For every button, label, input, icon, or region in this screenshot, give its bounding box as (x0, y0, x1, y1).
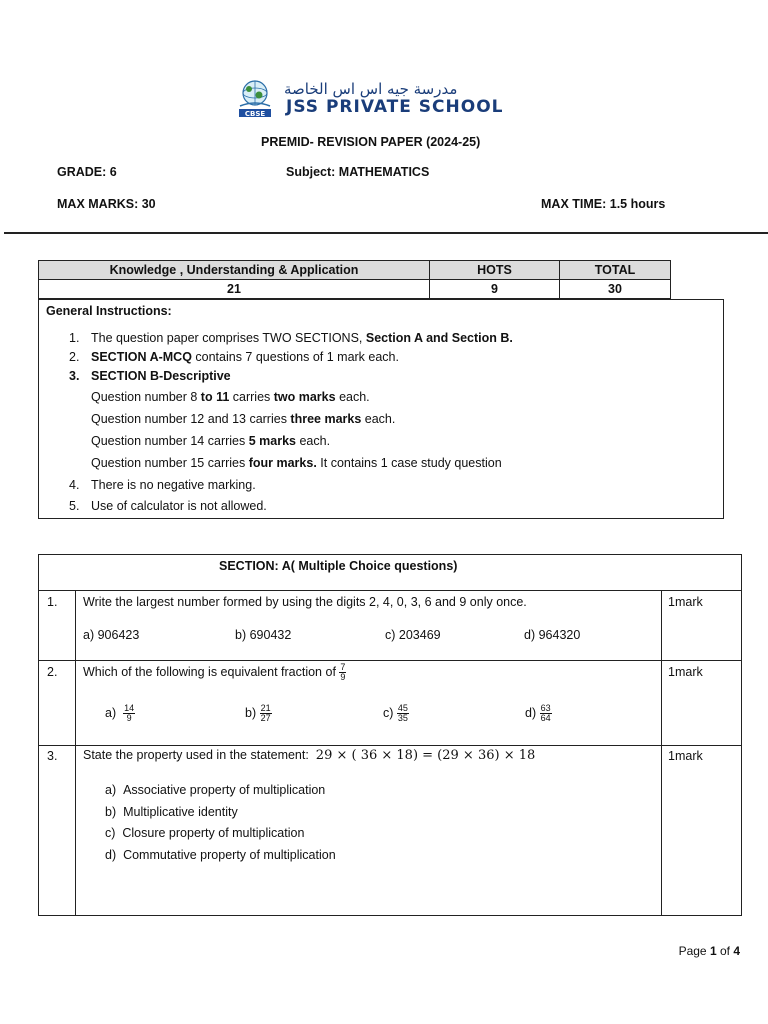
question-text: State the property used in the statement: 29 × ( 36 × 18) = (29 × 36) × 18 (83, 748, 536, 763)
page-number: Page 1 of 4 (678, 944, 740, 958)
section-a-title: SECTION: A( Multiple Choice questions) (219, 559, 458, 573)
row-divider (39, 590, 741, 591)
sub-instruction: Question number 14 carries 5 marks each. (91, 434, 331, 448)
list-item: 3. SECTION B-Descriptive (69, 369, 231, 383)
table-row (39, 280, 671, 299)
header-cell-total: TOTAL (560, 261, 671, 280)
option-d: d) $\frac{63}{64}$ (525, 703, 551, 723)
option-a: a) 906423 (83, 628, 140, 642)
option-c: c) Closure property of multiplication (105, 826, 305, 840)
school-name-arabic: مدرسة جيه اس اس الخاصة (284, 80, 458, 98)
option-c: c) 203469 (385, 628, 441, 642)
header-cell-kua: Knowledge , Understanding & Application (39, 261, 430, 280)
question-marks: 1mark (668, 595, 703, 609)
question-marks: 1mark (668, 665, 703, 679)
fraction: $\frac{7}{9}$ (340, 662, 346, 682)
sub-instruction: Question number 12 and 13 carries three marks each. (91, 412, 396, 426)
list-item: 5. Use of calculator is not allowed. (69, 499, 267, 513)
grade-label: GRADE: 6 (57, 165, 117, 179)
question-number: 2. (47, 665, 58, 679)
option-d: d) 964320 (524, 628, 581, 642)
max-marks-label: MAX MARKS: 30 (57, 197, 156, 211)
option-b: b) Multiplicative identity (105, 805, 238, 819)
subject-label: Subject: MATHEMATICS (286, 165, 430, 179)
row-divider (39, 660, 741, 661)
option-a: a) $\frac{14}{9}$ (105, 703, 135, 723)
question-number: 1. (47, 595, 58, 609)
list-item: 2. SECTION A-MCQ contains 7 questions of 1 mark each. (69, 350, 399, 364)
value-cell-kua: 21 (39, 280, 430, 299)
sub-instruction: Question number 15 carries four marks. It contains 1 case study question (91, 456, 502, 470)
math-expression: 29 × ( 36 × 18) = (29 × 36) × 18 (315, 748, 536, 763)
question-number: 3. (47, 749, 58, 763)
section-a-table (38, 554, 742, 916)
logo-text: CBSE (244, 110, 266, 118)
option-c: c) $\frac{45}{35}$ (383, 703, 408, 723)
instructions-title: General Instructions: (46, 304, 172, 318)
option-b: b) $\frac{21}{27}$ (245, 703, 271, 723)
question-marks: 1mark (668, 749, 703, 763)
option-d: d) Commutative property of multiplication (105, 848, 336, 862)
school-name-english: JSS PRIVATE SCHOOL (286, 97, 504, 117)
column-divider (661, 590, 662, 915)
max-time-label: MAX TIME: 1.5 hours (541, 197, 666, 211)
list-item: 1. The question paper comprises TWO SECTIONS, Section A and Section B. (69, 331, 513, 345)
value-cell-total: 30 (560, 280, 671, 299)
school-logo (234, 76, 276, 118)
list-item: 4. There is no negative marking. (69, 478, 256, 492)
general-instructions-box (38, 299, 724, 519)
marks-distribution-table (38, 260, 671, 299)
question-text: Which of the following is equivalent fraction of $\frac{7}{9}$ (83, 662, 346, 682)
column-divider (75, 590, 76, 915)
option-a: a) Associative property of multiplication (105, 783, 326, 797)
table-header-row (39, 261, 671, 280)
row-divider (39, 745, 741, 746)
value-cell-hots: 9 (430, 280, 560, 299)
option-b: b) 690432 (235, 628, 292, 642)
header-divider (4, 232, 768, 234)
paper-title: PREMID- REVISION PAPER (2024-25) (261, 135, 481, 149)
header-cell-hots: HOTS (430, 261, 560, 280)
question-text: Write the largest number formed by using the digits 2, 4, 0, 3, 6 and 9 only once. (83, 595, 527, 609)
sub-instruction: Question number 8 to 11 carries two marks each. (91, 390, 370, 404)
